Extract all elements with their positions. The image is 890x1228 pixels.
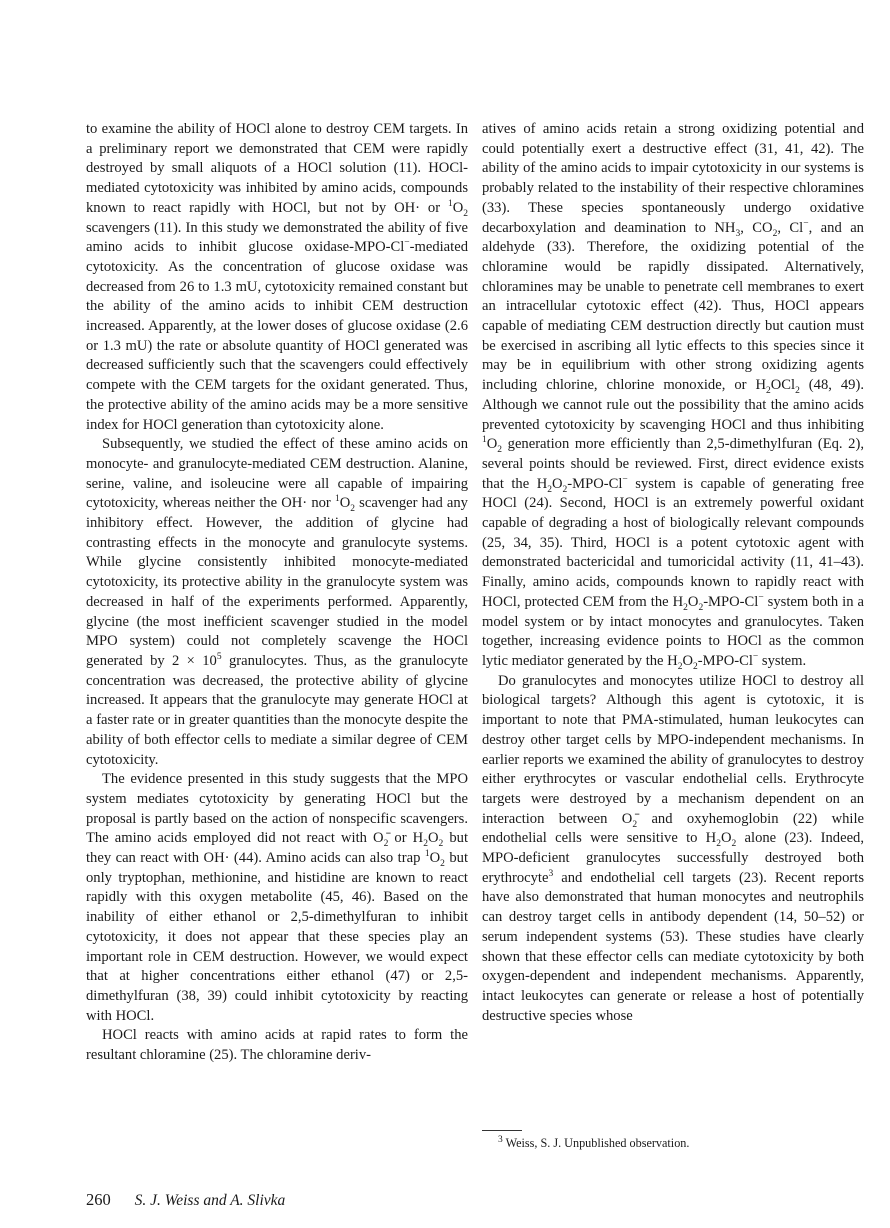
footnote-text: Weiss, S. J. Unpublished observation. (502, 1136, 690, 1150)
left-paragraph-1: to examine the ability of HOCl alone to destroy CEM targets. In a preliminary report we demonstrated that CEM were rapidly destroyed by small aliquots of a HOCl solution (11). HOCl-mediated cytotoxicity was inhibited by amino acids, compounds known to react rapidly with HOCl, but not by OH· or $^1O_2$ scavengers (11). In this study we demonstrated the ability of five amino acids to inhibit glucose oxidase-MPO-Cl−-mediated cytotoxicity. As the concentration of glucose oxidase was decreased from 26 to 1.3 mU, cytotoxicity remained constant but the ability of the amino acids to inhibit CEM destruction increased. Apparently, at the lower doses of glucose oxidase (2.6 or 1.3 mU) the rate or absolute quantity of HOCl generated was decreased sufficiently such that the scavengers could effectively compete with the CEM targets for the oxidant generated. Thus, the protective ability of the amino acids may be a more sensitive index for HOCl generation than cytotoxicity alone. (86, 121, 468, 433)
left-paragraph-4: HOCl reacts with amino acids at rapid rates to form the resultant chloramine (25). The chloramine deriv- (86, 1027, 468, 1064)
left-paragraph-3: The evidence presented in this study suggests that the MPO system mediates cytotoxicity by generating HOCl but the proposal is partly based on the action of nonspecific scavengers. The amino acids employed did not react with $O_2̄$ or $H_2O_2$ but they can react with OH· (44). Amino acids can also trap $^1O_2$ but only tryptophan, methionine, and histidine are known to react rapidly with this oxygen metabolite (45, 46). Based on the inability of either ethanol or 2,5-dimethylfuran to inhibit cytotoxicity, it does not appear that these species play an important role in CEM destruction. However, we would expect that at higher concentrations either ethanol (47) or 2,5-dimethylfuran (38, 39) could inhibit cytotoxicity by reacting with HOCl. (86, 771, 469, 1024)
footnote (498, 1136, 689, 1151)
right-column (482, 120, 864, 1026)
left-column (86, 120, 468, 1066)
page-number: 260 (86, 1190, 111, 1209)
footnote-marker: 3 (498, 1134, 503, 1145)
running-authors: S. J. Weiss and A. Slivka (134, 1192, 286, 1209)
left-paragraph-2: Subsequently, we studied the effect of these amino acids on monocyte- and granulocyte-mediated CEM destruction. Alanine, serine, valine, and isoleucine were all capable of impairing cytotoxicity, whereas neither the OH· nor $^1O_2$ scavenger had any inhibitory effect. However, the addition of glycine had contrasting effects in the monocyte and granulocyte systems. While glycine consistently inhibited monocyte-mediated cytotoxicity, its protective ability in the granulocyte system was decreased in half of the experiments performed. Apparently, glycine (the most inefficient scavenger studied in the model MPO system) could not completely scavenge the HOCl generated by $2 \times 10^5$ granulocytes. Thus, as the granulocyte concentration was decreased, the protective ability of glycine increased. It appears that the granulocyte may generate HOCl at a faster rate or in greater quantities than the monocyte despite the ability of both effector cells to mediate a similar degree of CEM cytotoxicity. (86, 436, 468, 768)
right-paragraph-1: atives of amino acids retain a strong oxidizing potential and could potentially exert a destructive effect (31, 41, 42). The ability of the amino acids to impair cytotoxicity in our systems is probably related to the instability of their respective chloramines (33). These species spontaneously undergo oxidative decarboxylation and deamination to $NH_3$, $CO_2$, Cl−, and an aldehyde (33). Therefore, the oxidizing potential of the chloramine would be rapidly dissipated. Alternatively, chloramines may be unable to penetrate cell membranes to exert an intracellular cytotoxic effect (42). Thus, HOCl appears capable of mediating CEM destruction directly but caution must be exercised in ascribing all lytic effects to this species since it may be in equilibrium with other strong oxidizing agents including chlorine, chlorine monoxide, or $H_2OCl_2$ (48, 49). Although we cannot rule out the possibility that the amino acids prevented cytotoxicity by scavenging HOCl and thus inhibiting $^1O_2$ generation more efficiently than 2,5-dimethylfuran (Eq. 2), several points should be reviewed. First, direct evidence exists that the $H_2O_2-MPO-Cl^-$ system is capable of generating free HOCl (24). Second, HOCl is an extremely powerful oxidant capable of degrading a host of biologically relevant compounds (25, 34, 35). Third, HOCl is a potent cytotoxic agent with demonstrated bactericidal and tumoricidal activity (11, 41–43). Finally, amino acids, compounds known to rapidly react with HOCl, protected CEM from the $H_2O_2-MPO-Cl^-$ system both in a model system or by intact monocytes and granulocytes. Taken together, increasing evidence points to HOCl as the common lytic mediator generated by the $H_2O_2-MPO-Cl^-$ system. (482, 121, 864, 672)
right-paragraph-2: Do granulocytes and monocytes utilize HOCl to destroy all biological targets? Although this agent is cytotoxic, it is important to note that PMA-stimulated, human leukocytes can destroy other target cells by MPO-independent mechanisms. In earlier reports we examined the ability of granulocytes to destroy either erythrocytes or vascular endothelial cells. Erythrocyte targets were destroyed by a mechanism dependent on an interaction between $O_2̄$ and oxyhemoglobin (22) while endothelial cells were sensitive to $H_2O_2$ alone (23). Indeed, MPO-deficient granulocytes successfully destroyed both erythrocyte$^3$ and endothelial cell targets (23). Recent reports have also demonstrated that human monocytes and neutrophils can destroy target cells in antibody dependent (14, 50–52) or serum independent systems (53). These studies have clearly shown that these effector cells can mediate cytotoxicity by both oxygen-dependent and independent mechanisms. Apparently, intact leukocytes can generate or release a host of potentially destructive species whose (482, 672, 865, 1024)
footnote-rule (482, 1130, 522, 1131)
page-footer (86, 1190, 285, 1210)
